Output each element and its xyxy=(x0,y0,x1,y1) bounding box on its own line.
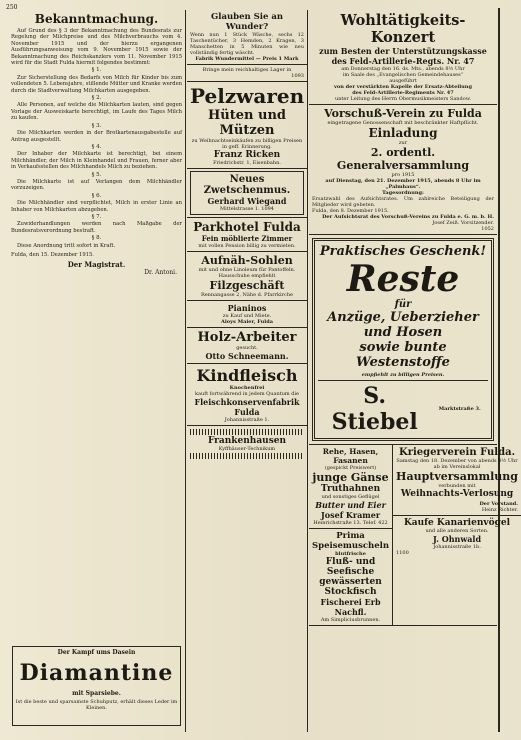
ad-frankenhausen-title: Frankenhausen xyxy=(207,436,287,446)
ad-sohlen-name: Filzgeschäft xyxy=(209,279,285,292)
ad-krieger-verb: verbunden mit xyxy=(438,483,476,489)
column-right-ads xyxy=(309,10,518,732)
ad-wunder-price: Fabrik Wundermittel — Preis 1 Mark xyxy=(195,56,299,62)
section-number: § 1. xyxy=(91,67,102,74)
ad-fische-sub: blutfrische xyxy=(335,551,366,557)
ad-fische-title: Prima Speisemuscheln xyxy=(312,531,390,551)
ad-kanarien-num: 1100 xyxy=(396,550,409,556)
ad-konzert xyxy=(309,10,497,105)
ad-rindfleisch-name: Fleischkonservenfabrik Fulda xyxy=(194,397,300,417)
ad-wild-sub: (gespickt Preiswert) xyxy=(324,465,377,471)
ad-konzert-line-6: des Feld-Artillerie-Regiments Nr. 47 xyxy=(352,90,454,96)
ad-reste-line-2: sowie bunte Westenstoffe xyxy=(356,340,450,370)
ad-zwetschenmus xyxy=(187,169,307,218)
ad-krieger-main2: Weihnachts-Verlosung xyxy=(400,489,514,499)
ad-reste xyxy=(309,235,497,445)
announcement-body xyxy=(8,28,185,249)
ad-parkhotel-text: mit vollen Pension billig zu vermieten. xyxy=(198,243,296,249)
ad-krieger-sign: Der Vorstand. xyxy=(479,501,518,507)
announcement-title: Bekanntmachung. xyxy=(34,12,159,26)
ad-holzarbeiter-sub: gesucht. xyxy=(236,345,258,351)
ad-pelzwaren-name: Franz Ricken xyxy=(213,150,281,160)
ad-wunder-text: Wenn nun 1 Stück Wäsche, sechs 12 Taschentücher, 3 Hemden, 2 Kragen, 3 Manschetten in 5 Minuten wie neu vollständig fertig wäscht. xyxy=(190,32,304,56)
ad-pelzwaren-addr: Friedrichstr. 1, Eisenbahn. xyxy=(213,160,281,166)
ad-rindfleisch xyxy=(187,364,307,426)
ad-kanarien-addr: Johannisstraße 1b. xyxy=(433,544,481,550)
ad-frankenhausen-pattern xyxy=(190,429,304,435)
ad-konzert-line-1: des Feld-Artillerie-Regts. Nr. 47 xyxy=(331,56,475,66)
ad-sohlen-title: Aufnäh-Sohlen xyxy=(201,254,293,267)
ad-konzert-line-0: zum Besten der Unterstützungskasse xyxy=(319,46,487,56)
ad-wild xyxy=(309,445,392,529)
ad-holzarbeiter-title: Holz-Arbeiter xyxy=(197,330,297,345)
ad-wild-addr: Heinrichstraße 13. Telef. 422 xyxy=(313,520,388,526)
announcement-signature-name: Dr. Antoni. xyxy=(144,269,177,277)
ad-parkhotel-title: Parkhotel Fulda xyxy=(193,220,301,234)
ad-pelzwaren-title: Pelzwaren xyxy=(190,84,305,108)
ad-reste-addr: Marktstraße 3. xyxy=(438,406,481,412)
ad-pelzwaren xyxy=(187,82,307,169)
ad-parkhotel xyxy=(187,218,307,252)
ad-krieger-title: Kriegerverein Fulda. xyxy=(399,447,516,458)
ad-pianinos xyxy=(187,301,307,328)
ad-kriegerverein xyxy=(393,445,521,516)
announcement-paragraph: Alle Personen, auf welche die Milchkarten lauten, sind gegen Vorlage der Ausweiskarte berechtigt, im Laufe des Tages Milch zu kaufen. xyxy=(11,102,182,122)
diamantine-brand: Diamantine xyxy=(19,660,174,686)
announcement-paragraph: Der Inhaber der Milchkarte ist berechtigt, bei einem Milchhändler, der Milch in Kleinhandel und Frauen, ferner aber in Verkaufsstellen des Milchhandels Milch zu beziehen. xyxy=(11,151,182,171)
ad-pelzwaren-text: zu Weihnachtseinkäufen zu billigen Preisen in geff. Erinnerung. xyxy=(191,138,303,150)
ad-kanarien-title: Kaufe Kanarienvögel xyxy=(403,518,511,528)
ad-kanarien-name: J. Ohnwald xyxy=(433,534,482,544)
ad-wunder-title: Glauben Sie an Wunder? xyxy=(210,12,284,32)
ad-reste-for: für xyxy=(394,299,412,310)
ad-wild-extra: und sonstiges Geflügel xyxy=(321,494,380,500)
ad-vorschuss-num: 1052 xyxy=(481,226,494,232)
ad-rindfleisch-sub: Knochenfrei xyxy=(229,385,265,391)
ad-pianinos-name: Aloys Maier, Fulda xyxy=(221,319,273,325)
ad-reste-name: S. Stiebel xyxy=(331,383,418,435)
diamantine-ad xyxy=(12,646,181,726)
ad-vorschuss-zur: zur xyxy=(398,140,408,146)
column-announcement xyxy=(8,10,186,732)
ad-konzert-line-4: ausgeführt xyxy=(389,78,417,84)
ad-wild-extra2: Butter und Eier xyxy=(315,500,386,510)
section-number: § 4. xyxy=(91,143,102,150)
ad-konzert-title: Wohltätigkeits-Konzert xyxy=(340,12,466,46)
ad-holzarbeiter xyxy=(187,328,307,364)
ad-kanarien xyxy=(393,516,521,558)
page-number: 250 xyxy=(6,4,18,11)
ad-vorschuss-date: auf Dienstag, den 21. Dezember 1915, abends 8 Uhr im „Palmhaus“. xyxy=(325,178,481,190)
ad-sohlen xyxy=(187,252,307,301)
ad-fische xyxy=(309,529,392,625)
ad-fische-main2: gewässerten Stockfisch xyxy=(319,577,382,597)
announcement-paragraph: Die Milchkarten werden in der Brotkartenausgabestelle auf Antrag ausgestellt. xyxy=(11,130,182,143)
ad-pelzwaren-sub: Hüten und Mützen xyxy=(208,108,286,138)
column-middle-ads xyxy=(187,10,308,732)
announcement-paragraph: Auf Grund des § 3 der Bekanntmachung des Bundesrats zur Regelung der Milchpreise und des Milchverbrauchs vom 4. November 1915 und der hierzu ergangenen Ausführungsanweisung vom 9. November 1915 sowie der Bekanntmachung des Reichskanzlers vom 11. November 1915 wird für die Stadt Fulda hiermit folgendes bestimmt: xyxy=(11,28,182,67)
ad-reste-low: empfiehlt zu billigen Preisen. xyxy=(361,372,445,378)
ad-krieger-main: Hauptversammlung xyxy=(396,470,518,483)
ad-fische-name: Fischerei Erb Nachfl. xyxy=(320,597,381,617)
section-number: § 3. xyxy=(91,122,102,129)
ad-kanarien-sub: und alle anderen Sorten. xyxy=(425,528,489,534)
section-number: § 8. xyxy=(91,235,102,242)
ad-frankenhausen-pattern-bottom xyxy=(190,453,304,459)
ad-waschpulver-num: 1093 xyxy=(291,73,304,79)
announcement-paragraph: Die Milchhändler sind verpflichtet, Milch in erster Linie an Inhaber von Milchkarten abzugeben. xyxy=(11,200,182,213)
ad-rindfleisch-title: Kindfleisch xyxy=(196,366,298,385)
ad-wunder xyxy=(187,10,307,65)
ad-frankenhausen-sub: Kyffhäuser-Technikum xyxy=(218,446,276,452)
ad-konzert-line-3: im Saale des „Evangelischen Gemeindehauses“ xyxy=(342,72,464,78)
section-number: § 6. xyxy=(91,192,102,199)
ad-frankenhausen xyxy=(187,426,307,462)
ad-vorschuss-items: Ersatzwahl des Aufsichtsrates. Um zahlreiche Beteiligung der Mitglieder wird gebeten. xyxy=(312,196,494,208)
ad-vorschuss-sub: eingetragene Genossenschaft mit beschränkter Haftpflicht. xyxy=(327,120,479,126)
section-number: § 5. xyxy=(91,171,102,178)
ad-fische-addr: Am Simpliciusbrunnen. xyxy=(320,617,381,623)
ad-holzarbeiter-name: Otto Schneemann. xyxy=(205,351,289,361)
ad-reste-line-0: Anzüge, Ueberzieher xyxy=(327,310,479,325)
ad-pianinos-title: Pianinos xyxy=(227,303,267,313)
announcement-paragraph: Die Milchkarte ist auf Verlangen dem Milchhändler vorzuzeigen. xyxy=(11,178,182,192)
announcement-paragraph: Zuwiderhandlungen werden nach Maßgabe der Bundesratsverordnung bestraft. xyxy=(11,221,182,234)
ad-rindfleisch-text: kauft fortwährend in jedem Quantum die xyxy=(194,391,300,397)
ad-waschpulver-line: Bringe mein reichhaltiges Lager in xyxy=(202,67,292,73)
ad-rindfleisch-addr: Johannisstraße 1. xyxy=(224,417,270,423)
ad-vorschuss-einladung: Einladung xyxy=(368,126,438,140)
ad-parkhotel-sub: Fein möblierte Zimmer xyxy=(201,234,293,243)
ad-wild-main: junge Gänse xyxy=(312,471,389,484)
ad-vorschuss-main: 2. ordentl. Generalversammlung xyxy=(336,146,470,172)
diamantine-top: Der Kampf ums Dasein xyxy=(57,649,136,656)
ad-konzert-line-5: von der verstärkten Kapelle der Ersatz-Abteilung xyxy=(334,84,472,90)
ad-reste-top: Praktisches Geschenk! xyxy=(319,244,487,259)
ad-krieger-text: Samstag den 18. Dezember von abends 8½ Uhr ab im Vereinslokal xyxy=(396,458,518,470)
ad-vorschuss-names: Josef Zeiß. Vorsitzender. xyxy=(432,220,494,226)
announcement-signature: Der Magistrat. xyxy=(67,260,126,270)
ad-wild-title: Rehe, Hasen, Fasanen xyxy=(322,447,379,465)
ad-konzert-line-2: am Donnerstag den 16. ds. Mts., abends 8½ Uhr xyxy=(341,66,465,72)
announcement-paragraph: Zur Sicherstellung des Bedarfs von Milch für Kinder bis zum vollendeten 5. Lebensjahre, stillende Mütter und Kranke werden durch die Stadtverwaltung Milchkarten ausgegeben. xyxy=(11,74,182,94)
section-number: § 7. xyxy=(91,213,102,220)
ad-vorschuss-year: pro 1915 xyxy=(391,172,415,178)
ad-zwetschenmus-title: Neues Zwetschenmus. xyxy=(203,174,291,196)
ad-sohlen-text: mit und ohne Linoleum für Pantoffeln. Hausschuhe empfiehlt xyxy=(198,267,296,279)
ad-wild-sub2: Truthahnen xyxy=(320,484,381,494)
ad-reste-main: Reste xyxy=(346,258,460,300)
ad-fische-main: Fluß- und Seefische xyxy=(325,557,376,577)
announcement-date: Fulda, den 15. Dezember 1915. xyxy=(11,252,94,258)
diamantine-sub: mit Sparsiebe. xyxy=(72,690,121,697)
ad-vorschuss-title: Vorschuß-Verein zu Fulda xyxy=(324,107,482,120)
ad-vorschuss-date2: Fulda, den 8. Dezember 1915. xyxy=(312,208,389,214)
section-number: § 2. xyxy=(91,95,102,102)
ad-krieger-name: Heinz Richter. xyxy=(481,507,518,513)
ad-vorschuss-sign: Der Aufsichtsrat des Vorschuß-Vereins zu Fulda e. G. m. b. H. xyxy=(322,214,494,220)
ad-wild-name: Josef Kramer xyxy=(320,510,381,520)
ad-vorschussverein xyxy=(309,105,497,235)
ad-zwetschenmus-addr: Mittelstrasse 1. 1094 xyxy=(219,206,274,212)
diamantine-small: Ist die beste und sparsamste Schuhputz, erhält dieses Leder im Kleinen. xyxy=(15,699,178,711)
announcement-paragraph: Diese Anordnung tritt sofort in Kraft. xyxy=(17,242,116,249)
ad-reste-line-1: und Hosen xyxy=(363,325,443,340)
ad-konzert-line-7: unter Leitung des Herrn Obermusikmeisters Sandow. xyxy=(334,96,472,102)
ad-waschpulver xyxy=(187,65,307,82)
ad-pianinos-text: zu Kauf und Miete. xyxy=(222,313,272,319)
ad-sohlen-addr: Rennangasse 2, Nähe d. Pfarrkirche xyxy=(200,292,294,298)
ad-vorschuss-tages: Tagesordnung: xyxy=(382,190,424,196)
ad-zwetschenmus-name: Gerhard Wiegand xyxy=(207,196,287,206)
